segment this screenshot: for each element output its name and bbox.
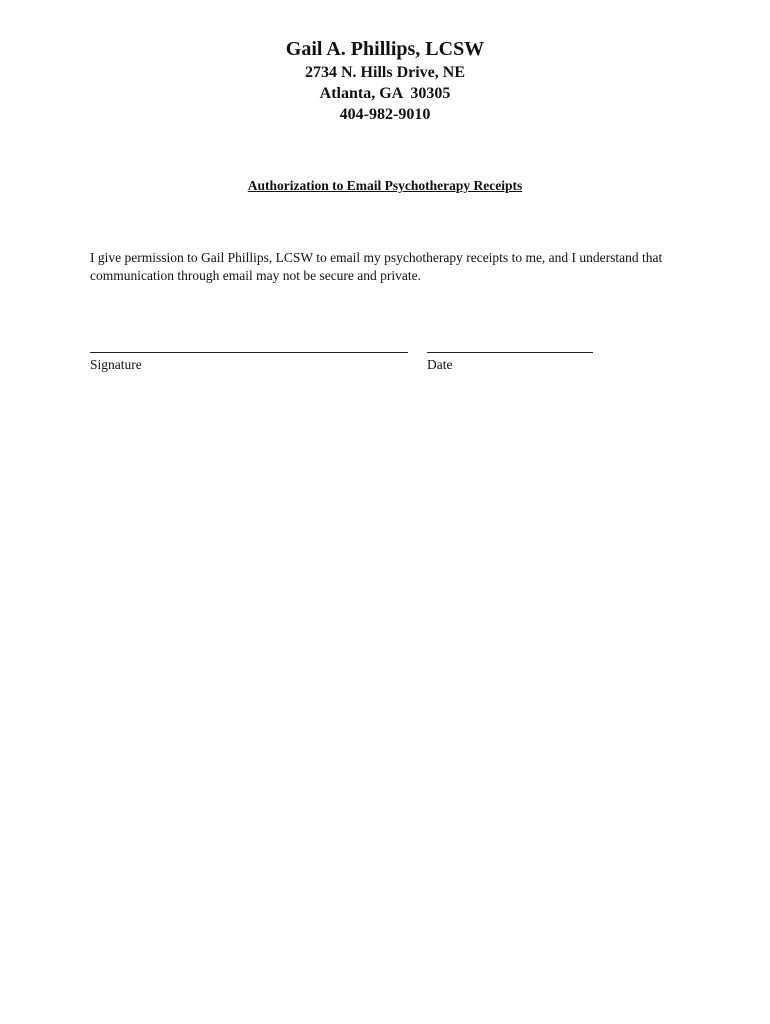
signature-line[interactable] <box>90 352 408 353</box>
address-line-1: 2734 N. Hills Drive, NE <box>305 64 465 81</box>
phone-number: 404-982-9010 <box>339 106 431 123</box>
practitioner-name: Gail A. Phillips, LCSW <box>285 38 485 60</box>
date-label: Date <box>427 357 453 372</box>
authorization-statement: I give permission to Gail Phillips, LCSW to email my psychotherapy receipts to me, and I understand that communication through email may not be secure and private. <box>90 250 663 283</box>
address-line-2: Atlanta, GA 30305 <box>319 85 451 102</box>
letterhead <box>0 36 770 125</box>
date-line[interactable] <box>427 352 593 353</box>
document-title: Authorization to Email Psychotherapy Receipts <box>247 178 523 193</box>
signature-label: Signature <box>90 357 142 372</box>
